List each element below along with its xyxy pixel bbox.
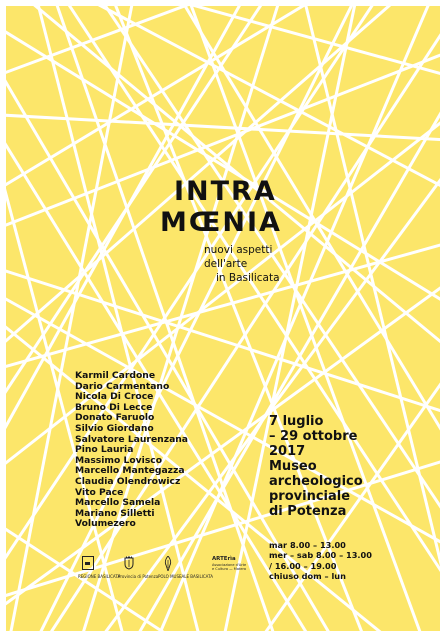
artist-name: Vito Pace	[75, 486, 124, 498]
artist-name: Mariano Silletti	[75, 507, 155, 519]
sponsor-logos	[78, 556, 268, 582]
artist-name: Salvatore Laurenzana	[75, 433, 189, 445]
artist-name: Volumezero	[75, 518, 136, 530]
event-date-end: – 29 ottobre	[269, 429, 358, 444]
hours-line: / 16.00 – 19.00	[269, 560, 337, 571]
title-moenia: MŒNIA	[160, 207, 282, 238]
venue-line: di Potenza	[269, 504, 347, 519]
hours-line: chiuso dom – lun	[269, 570, 346, 581]
event-info	[269, 414, 363, 519]
artist-name: Massimo Lovisco	[75, 454, 163, 466]
event-year: 2017	[269, 444, 306, 459]
logo-arteria: ARTErìa Associazione d'Arte e Cultura — Matera	[212, 556, 247, 572]
artist-name: Silvio Giordano	[75, 422, 154, 434]
pen-nib-icon	[164, 556, 172, 571]
opening-hours	[269, 540, 372, 581]
artist-name: Pino Lauria	[75, 444, 134, 456]
venue-line: provinciale	[269, 489, 351, 504]
artist-name: Bruno Di Lecce	[75, 401, 153, 413]
artist-name: Claudia Olendrowicz	[75, 475, 181, 487]
hours-line: mar 8.00 – 13.00	[269, 540, 346, 550]
artist-name: Marcello Mantegazza	[75, 465, 185, 477]
subtitle-line-1: nuovi aspetti dell'arte	[204, 244, 273, 270]
artists-list	[75, 371, 188, 530]
hours-line: mer – sab 8.00 – 13.00	[269, 550, 372, 561]
title-block	[160, 176, 310, 285]
title-intra: INTRA	[174, 176, 277, 207]
subtitle	[160, 243, 310, 285]
web-line	[9, 0, 134, 637]
artist-name: Dario Carmentano	[75, 380, 170, 392]
crest-icon	[124, 556, 134, 570]
event-date-start: 7 luglio	[269, 414, 324, 429]
artist-name: Karmil Cardone	[75, 370, 156, 381]
venue-line: archeologico	[269, 474, 363, 489]
artist-name: Nicola Di Croce	[75, 391, 154, 403]
regione-emblem-icon	[82, 556, 94, 570]
venue-line: Museo	[269, 459, 317, 474]
artist-name: Donato Faruolo	[75, 412, 155, 424]
logo-regione-basilicata: REGIONE BASILICATA	[78, 556, 112, 582]
logo-polo-museale: POLO MUSEALE BASILICATA	[158, 556, 206, 582]
artist-name: Marcello Samela	[75, 497, 161, 509]
logo-provincia-potenza: Provincia di Potenza	[118, 556, 152, 582]
subtitle-line-2: in Basilicata	[216, 272, 280, 284]
